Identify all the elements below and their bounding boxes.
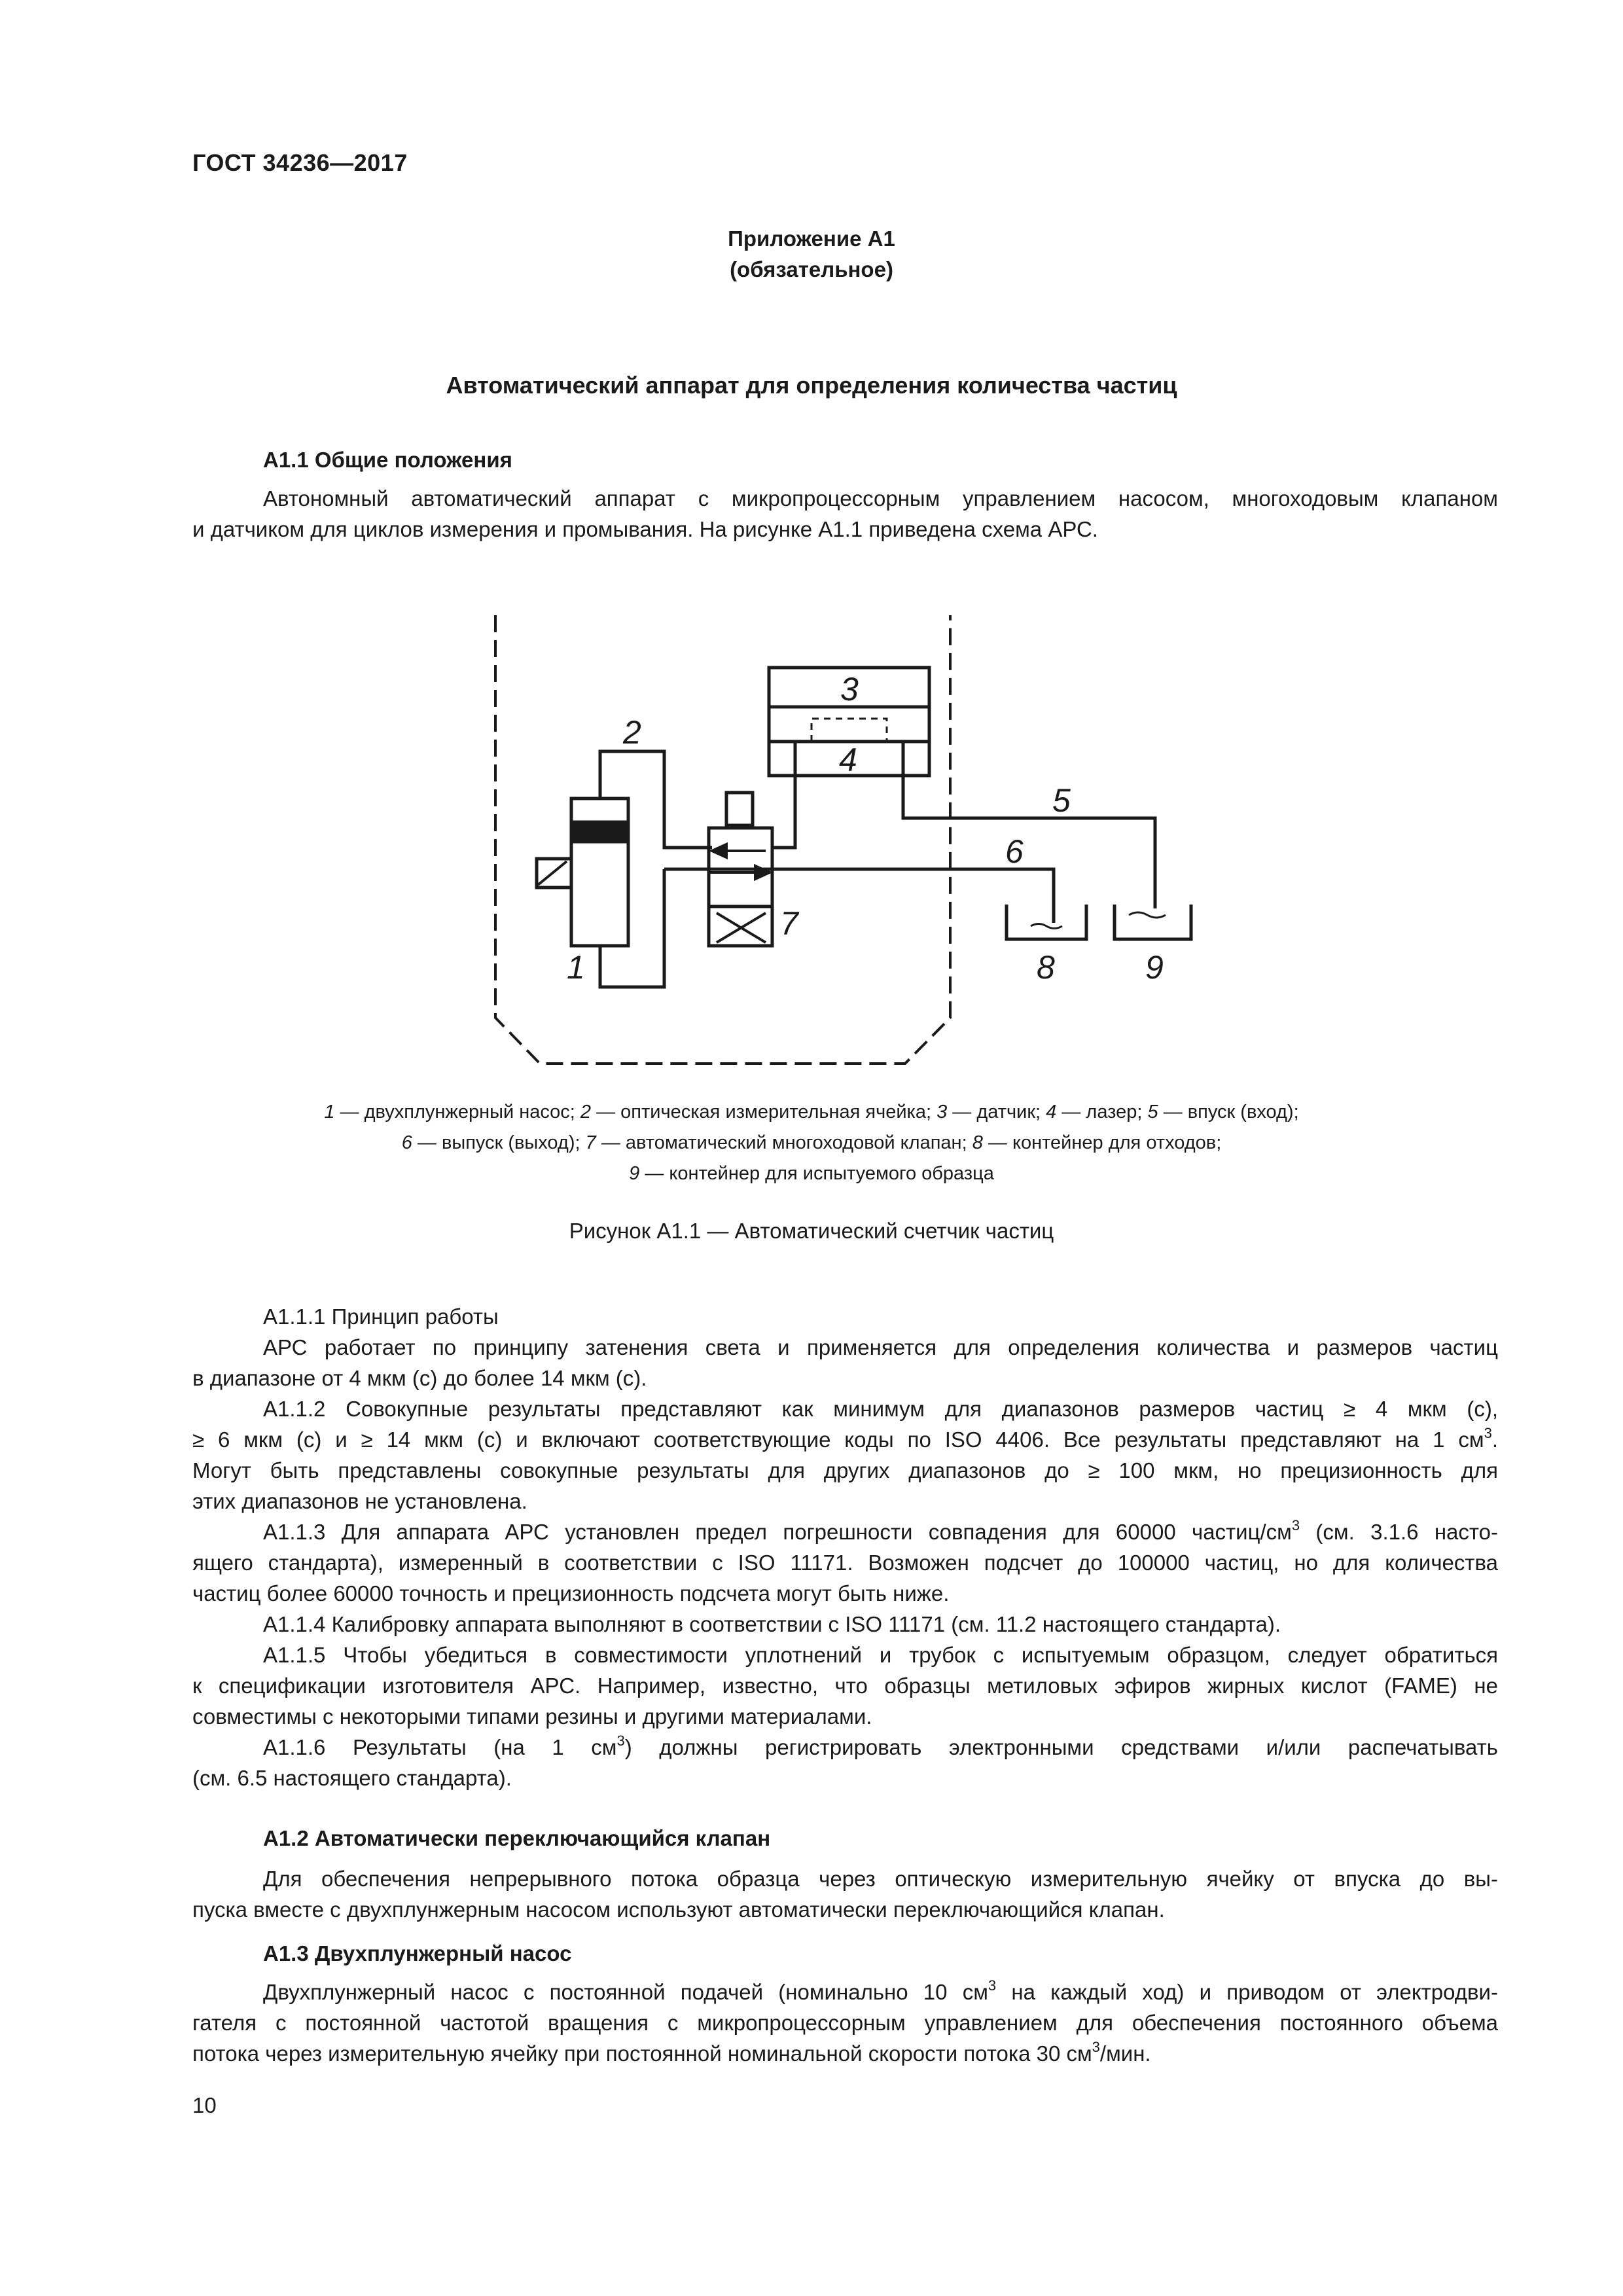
text-line: на каждый ход) и приводом от электродви- — [996, 1980, 1498, 2004]
figure-label-2: 2 — [623, 714, 641, 751]
text-line: А1.1.6 Результаты (на 1 см — [263, 1735, 617, 1759]
superscript: 3 — [1092, 2039, 1100, 2055]
text-line: /мин. — [1099, 2041, 1151, 2066]
text-line: совместимы с некоторыми типами резины и другими материалами. — [192, 1704, 872, 1729]
text-line: Автономный автоматический аппарат с микропроцессорным управлением насосом, многоходовым клапаном — [263, 486, 1498, 511]
figure-label-5: 5 — [1052, 782, 1071, 819]
text-line: АРС работает по принципу затенения света и применяется для определения количества и размеров частиц — [263, 1335, 1498, 1359]
legend-number: 5 — [1147, 1102, 1158, 1122]
text-line: (см. 3.1.6 насто- — [1300, 1520, 1498, 1544]
appendix-status: (обязательное) — [730, 257, 893, 281]
text-line: ≥ 6 мкм (с) и ≥ 14 мкм (с) и включают соответствующие коды по ISO 4406. Все результаты представляют на 1 см — [192, 1427, 1484, 1452]
legend-number: 2 — [580, 1102, 592, 1122]
page-number: 10 — [192, 2093, 217, 2117]
tube-5 — [903, 776, 1155, 908]
section-heading-a1-3: А1.3 Двухплунжерный насос — [263, 1941, 572, 1965]
paragraph-a1-1-1: А1.1.1 Принцип работы АРС работает по принципу затенения света и применяется для определения количества и размеров частиц в диапазоне от 4 мкм (с) до более 14 мкм (с). А1.1.2 Совокупные результаты представляют как минимум для диапазонов размеров частиц ≥ 4 мкм (с), ≥ 6 мкм (с) и ≥ 14 мкм (с) и включают соответствующие коды по ISO 4406. Все результаты представляют на 1 $см^3$. Могут быть представлены совокупные результаты для других диапазонов до ≥ 100 мкм, но прецизионность для этих диапазонов не установлена. А1.1.3 Для аппарата АРС установлен предел погрешности совпадения для 60000 частиц/$см^3$ (см. 3.1.6 насто- ящего стандарта), измеренный в соответствии с ISO 11171. Возможен подсчет до 100000 частиц, но для количества частиц более 60000 точность и прецизионность подсчета могут быть ниже. А1.1.4 Калибровку аппарата выполняют в соответствии с ISO 11171 (см. 11.2 настоящего стандарта). А1.1.5 Чтобы убедиться в совместимости уплотнений и трубок с испытуемым образцом, следует обратиться к спецификации изготовителя АРС. Например, известно, что образцы метиловых эфиров жирных кислот (FAME) не совместимы с некоторыми типами резины и другими материалами. А1.1.6 Результаты (на 1 $см^3$) должны регистрировать электронными средствами и/или распечатывать (см. 6.5 настоящего стандарта). — [192, 1304, 1498, 1790]
figure-label-7: 7 — [780, 905, 798, 942]
enclosure-outline — [495, 615, 950, 1064]
figure-label-3: 3 — [840, 671, 859, 708]
document-header: ГОСТ 34236—2017 — [192, 149, 408, 176]
figure-label-1: 1 — [567, 949, 585, 986]
legend-number: 8 — [972, 1132, 983, 1153]
text-line: А1.1.3 Для аппарата АРС установлен предел погрешности совпадения для 60000 частиц/см — [263, 1520, 1292, 1544]
text-line: Могут быть представлены совокупные результаты для других диапазонов до ≥ 100 мкм, но прецизионность для — [192, 1458, 1498, 1482]
legend-text: — оптическая измерительная ячейка; — [591, 1102, 937, 1122]
figure-label-9: 9 — [1145, 949, 1164, 986]
superscript: 3 — [616, 1732, 625, 1749]
text-line: Для обеспечения непрерывного потока образца через оптическую измерительную ячейку от впуска до вы- — [263, 1867, 1498, 1891]
superscript: 3 — [988, 1977, 997, 1994]
legend-number: 4 — [1046, 1102, 1057, 1122]
legend-text: — контейнер для отходов; — [982, 1132, 1222, 1153]
tube-6 — [664, 869, 1054, 923]
valve-solenoid — [726, 793, 753, 825]
text-line: (см. 6.5 настоящего стандарта). — [192, 1766, 512, 1790]
text-line: А1.1.2 Совокупные результаты представляют как минимум для диапазонов размеров частиц ≥ 4 мкм (с), — [263, 1397, 1498, 1421]
text-line: А1.1.4 Калибровку аппарата выполняют в соответствии с ISO 11171 (см. 11.2 настоящего стандарта). — [263, 1612, 1281, 1636]
legend-text: — впуск (вход); — [1158, 1102, 1299, 1122]
figure-caption: Рисунок А1.1 — Автоматический счетчик частиц — [569, 1219, 1054, 1243]
section-heading-a1-2: А1.2 Автоматически переключающийся клапан — [263, 1826, 771, 1850]
legend-number: 3 — [936, 1102, 948, 1122]
tube-valve-sensor — [772, 776, 795, 848]
text-line: Двухплунжерный насос с постоянной подачей (номинально 10 см — [263, 1980, 988, 2004]
legend-text: — двухплунжерный насос; — [334, 1102, 580, 1122]
text-line: А1.1.5 Чтобы убедиться в совместимости уплотнений и трубок с испытуемым образцом, следует обратиться — [263, 1643, 1498, 1667]
legend-number: 1 — [324, 1102, 335, 1122]
tube-return — [600, 869, 664, 987]
legend-text: — автоматический многоходовой клапан; — [596, 1132, 972, 1153]
paragraph-a1-3 — [192, 1977, 1498, 2069]
legend-text: — датчик; — [947, 1102, 1046, 1122]
figure-label-6: 6 — [1005, 833, 1024, 870]
text-line: в диапазоне от 4 мкм (с) до более 14 мкм (с). — [192, 1366, 647, 1390]
text-line: гателя с постоянной частотой вращения с микропроцессорным управлением для обеспечения постоянного объема — [192, 2011, 1498, 2035]
laser-outline — [812, 719, 887, 742]
text-line: и датчиком для циклов измерения и промывания. На рисунке А1.1 приведена схема АРС. — [192, 517, 1098, 541]
text-line: ) должны регистрировать электронными средствами и/или распечатывать — [624, 1735, 1498, 1759]
figure-label-8: 8 — [1037, 949, 1055, 986]
text-line: ящего стандарта), измеренный в соответствии с ISO 11171. Возможен подсчет до 100000 частиц, но для количества — [192, 1551, 1498, 1575]
section-heading-a1-1: А1.1 Общие положения — [263, 448, 512, 472]
paragraph-a1-2 — [192, 1863, 1498, 1925]
legend-text: — выпуск (выход); — [412, 1132, 586, 1153]
legend-number: 6 — [401, 1132, 412, 1153]
text-line: этих диапазонов не установлена. — [192, 1489, 527, 1513]
appendix-title: Приложение А1 — [728, 226, 895, 251]
sample-container — [1115, 905, 1191, 939]
text-line: потока через измерительную ячейку при постоянной номинальной скорости потока 30 см — [192, 2041, 1092, 2066]
legend-text: — лазер; — [1056, 1102, 1148, 1122]
legend-text: — контейнер для испытуемого образца — [639, 1163, 994, 1184]
figure-label-4: 4 — [839, 742, 857, 778]
arrow-left — [712, 844, 726, 857]
superscript: 3 — [1484, 1425, 1492, 1441]
text-line: пуска вместе с двухплунжерным насосом используют автоматически переключающийся клапан. — [192, 1897, 1165, 1922]
legend-number: 9 — [629, 1163, 640, 1184]
text-line: к спецификации изготовителя АРС. Например, известно, что образцы метиловых эфиров жирных кислот (FAME) не — [192, 1674, 1498, 1698]
legend-number: 7 — [585, 1132, 596, 1153]
figure-legend — [0, 1097, 1623, 1189]
text-line: частиц более 60000 точность и прецизионность подсчета могут быть ниже. — [192, 1581, 950, 1605]
text-line: А1.1.1 Принцип работы — [263, 1304, 499, 1329]
pump-plunger — [571, 822, 628, 842]
superscript: 3 — [1291, 1517, 1300, 1534]
main-title: Автоматический аппарат для определения количества частиц — [446, 372, 1177, 399]
waste-container — [1007, 905, 1086, 939]
